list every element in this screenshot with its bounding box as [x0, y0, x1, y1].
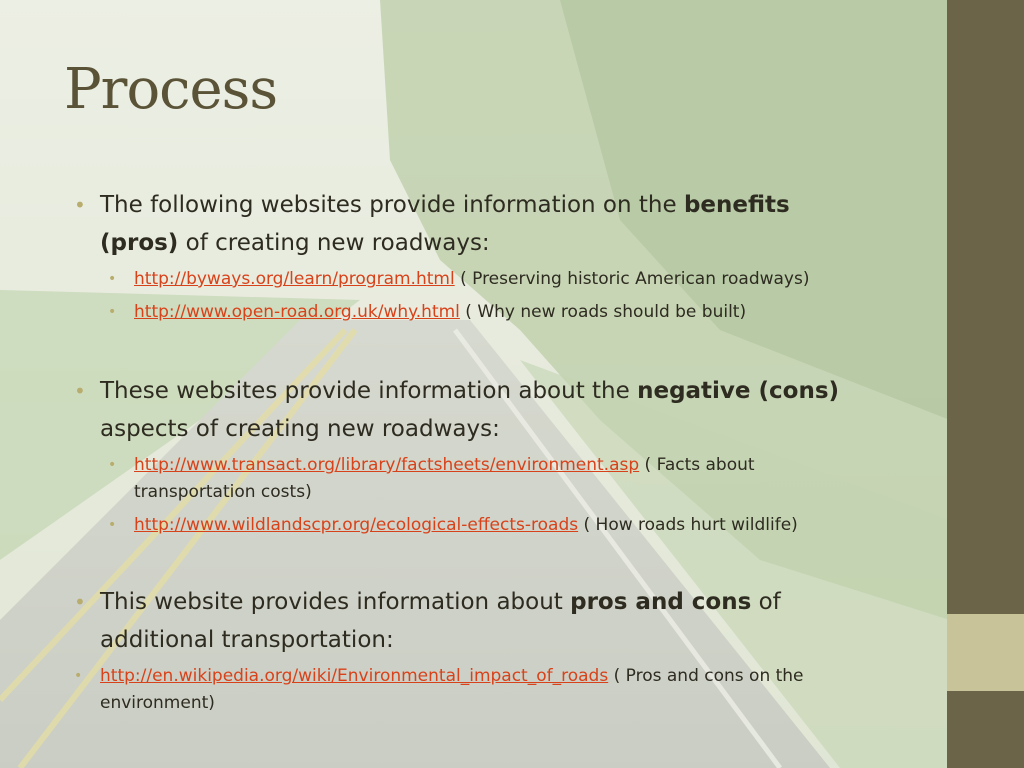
bullet-pros-cons: • This website provides information about pros and cons of additional transportation: — [74, 583, 874, 659]
negative-links — [108, 452, 874, 539]
bullet-icon: • — [74, 590, 86, 614]
link-wildlands[interactable]: http://www.wildlandscpr.org/ecological-effects-roads — [134, 515, 579, 535]
link-item: • http://www.open-road.org.uk/why.html ( Why new roads should be built) — [108, 299, 874, 326]
link-item: • http://www.wildlandscpr.org/ecological-effects-roads ( How roads hurt wildlife) — [108, 512, 874, 539]
link-open-road[interactable]: http://www.open-road.org.uk/why.html — [134, 302, 460, 322]
sidebar-accent-block — [947, 614, 1024, 691]
pros-cons-links — [74, 663, 874, 717]
link-item: • http://en.wikipedia.org/wiki/Environmental_impact_of_roads ( Pros and cons on the environment) — [74, 663, 874, 717]
link-transact[interactable]: http://www.transact.org/library/factsheets/environment.asp — [134, 455, 640, 475]
bullet-benefits: • The following websites provide information on the benefits (pros) of creating new roadways: — [74, 186, 874, 262]
bullet-icon: • — [108, 517, 117, 533]
bullet-icon: • — [108, 304, 117, 320]
bullet-icon: • — [108, 271, 117, 287]
slide-content — [74, 186, 874, 723]
bullet-icon: • — [108, 457, 117, 473]
bullet-icon: • — [74, 379, 86, 403]
link-item: • http://byways.org/learn/program.html ( Preserving historic American roadways) — [108, 266, 874, 293]
benefits-links — [108, 266, 874, 326]
slide-title: Process — [64, 57, 278, 122]
bullet-icon: • — [74, 193, 86, 217]
bullet-icon: • — [74, 668, 83, 684]
link-byways[interactable]: http://byways.org/learn/program.html — [134, 269, 455, 289]
link-wikipedia[interactable]: http://en.wikipedia.org/wiki/Environmental_impact_of_roads — [100, 666, 609, 686]
bullet-negative: • These websites provide information about the negative (cons) aspects of creating new roadways: — [74, 372, 874, 448]
link-item: • http://www.transact.org/library/factsheets/environment.asp ( Facts about transportation costs) — [108, 452, 874, 506]
